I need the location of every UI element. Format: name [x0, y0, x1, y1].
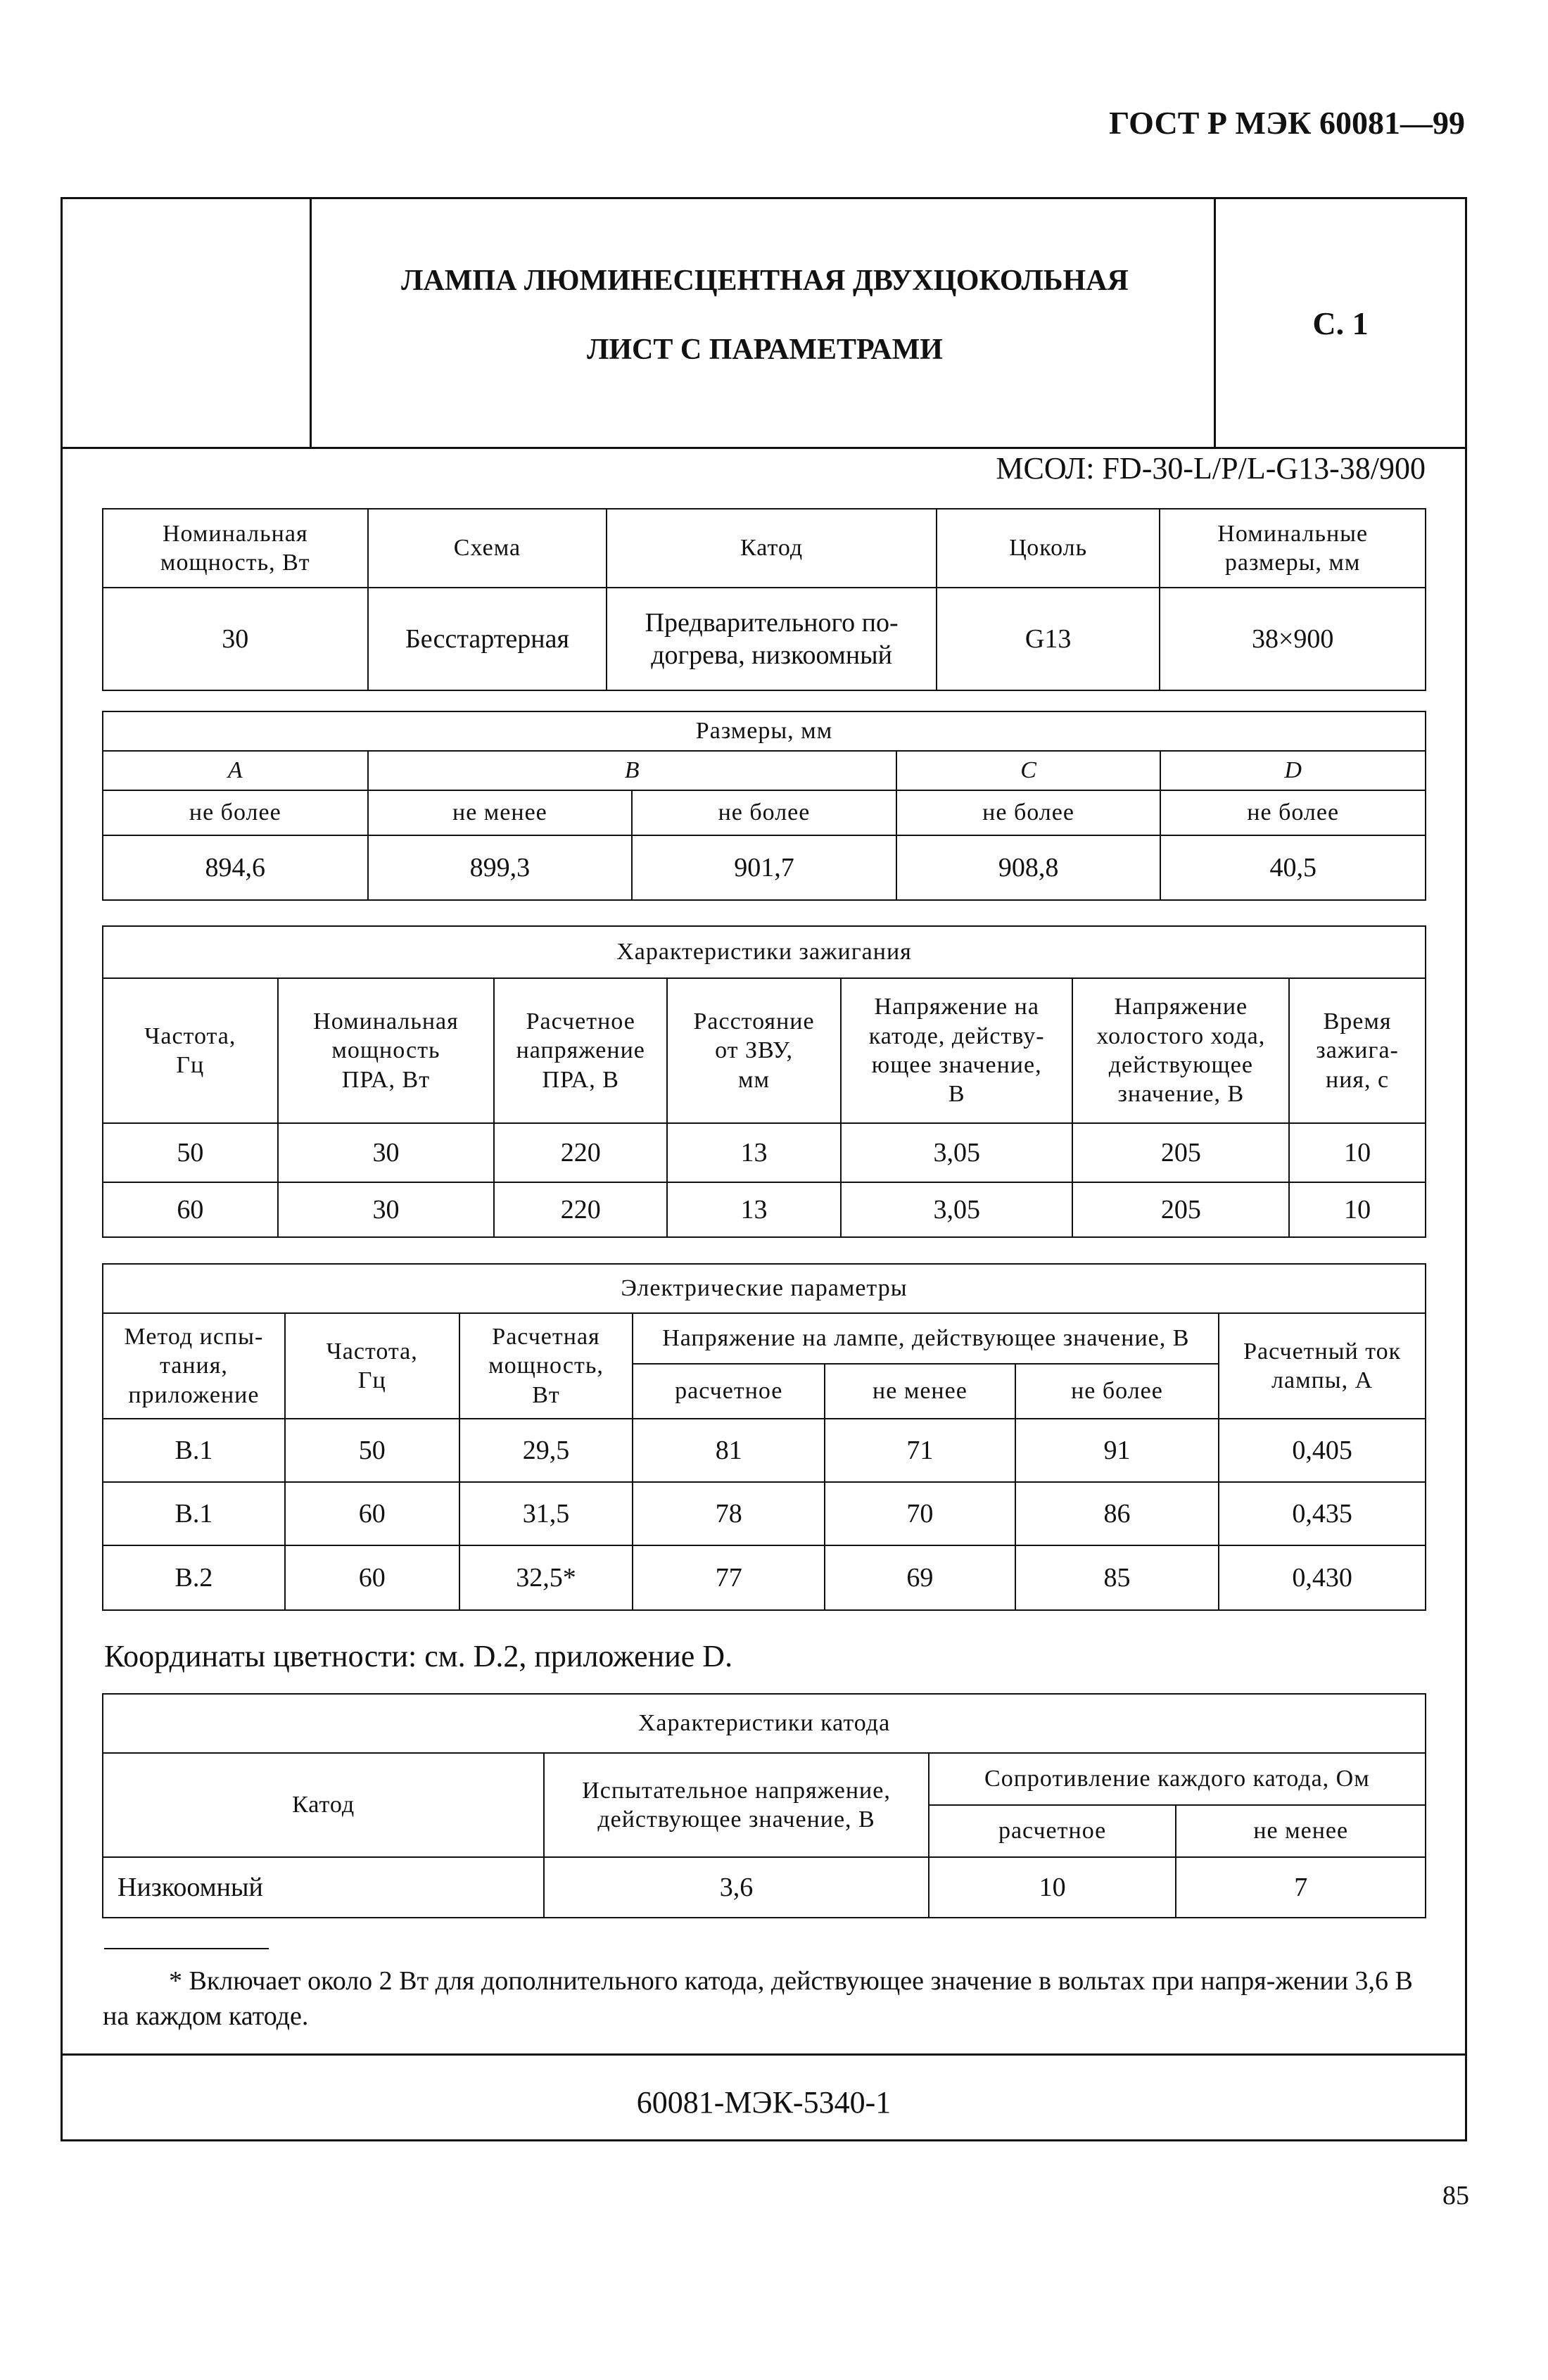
- electrical-cell: 0,435: [1219, 1482, 1426, 1545]
- electrical-header-power: Расчетная мощность, Вт: [459, 1313, 633, 1419]
- electrical-cell: 86: [1015, 1482, 1219, 1545]
- cathode-title: Характеристики катода: [103, 1694, 1426, 1753]
- resistance-sub-header: не менее: [1176, 1805, 1426, 1857]
- header-cathode: Катод: [607, 509, 937, 588]
- cathode-header: Катод: [103, 1753, 544, 1857]
- footnote-divider: [104, 1948, 269, 1949]
- table-row: [103, 1857, 1426, 1918]
- electrical-cell: 69: [825, 1545, 1015, 1610]
- ignition-cell: 220: [494, 1182, 667, 1237]
- dim-value: 40,5: [1160, 835, 1426, 900]
- ignition-cell: 50: [103, 1123, 278, 1182]
- value-power: 30: [103, 588, 368, 690]
- dim-value: 899,3: [368, 835, 633, 900]
- value-scheme: Бесстартерная: [368, 588, 607, 690]
- footnote: * Включает около 2 Вт для дополнительного катода, действующее значение в вольтах при напря-жении 3,6 В на каждом катоде.: [103, 1966, 1413, 2032]
- cathode-table: [102, 1693, 1426, 1918]
- electrical-cell: 77: [633, 1545, 825, 1610]
- electrical-cell: 32,5*: [459, 1545, 633, 1610]
- header-blank-cell: [63, 199, 312, 447]
- value-cathode: Предварительного по- догрева, низкоомный: [607, 588, 937, 690]
- header-base: Цоколь: [937, 509, 1160, 588]
- header-power: Номинальная мощность, Вт: [103, 509, 368, 588]
- dim-letter-c: C: [896, 751, 1161, 790]
- cathode-cell: 3,6: [544, 1857, 928, 1918]
- general-table: [102, 508, 1426, 691]
- electrical-cell: 31,5: [459, 1482, 633, 1545]
- dim-letter-b: B: [368, 751, 896, 790]
- ignition-header: Расчетное напряжение ПРА, В: [494, 978, 667, 1123]
- page-header: ГОСТ Р МЭК 60081—99: [1109, 105, 1465, 141]
- electrical-cell: 91: [1015, 1419, 1219, 1482]
- ignition-header: Напряжение холостого хода, действующее значение, В: [1072, 978, 1289, 1123]
- ignition-cell: 205: [1072, 1182, 1289, 1237]
- ignition-cell: 13: [667, 1123, 841, 1182]
- electrical-cell: 60: [285, 1545, 459, 1610]
- table-row: [103, 1123, 1426, 1182]
- ignition-cell: 13: [667, 1182, 841, 1237]
- header-dimensions: Номинальные размеры, мм: [1160, 509, 1426, 588]
- dim-value: 901,7: [632, 835, 896, 900]
- value-dimensions: 38×900: [1160, 588, 1426, 690]
- table-row: [103, 1182, 1426, 1237]
- voltage-sub-header: не менее: [825, 1364, 1015, 1419]
- sheet-header: [63, 199, 1465, 449]
- bottom-divider: [61, 2053, 1467, 2056]
- electrical-cell: 0,405: [1219, 1419, 1426, 1482]
- electrical-cell: 70: [825, 1482, 1015, 1545]
- sheet-title: ЛАМПА ЛЮМИНЕСЦЕНТНАЯ ДВУХЦОКОЛЬНАЯ: [401, 265, 1129, 297]
- table-row: [103, 1545, 1426, 1610]
- ignition-cell: 30: [278, 1182, 495, 1237]
- electrical-cell: 78: [633, 1482, 825, 1545]
- ignition-cell: 10: [1289, 1123, 1426, 1182]
- dim-limit: не более: [632, 790, 896, 835]
- ignition-cell: 10: [1289, 1182, 1426, 1237]
- ignition-title: Характеристики зажигания: [103, 926, 1426, 978]
- document-code: 60081-МЭК-5340-1: [636, 2085, 892, 2120]
- resistance-header: Сопротивление каждого катода, Ом: [929, 1753, 1426, 1805]
- dimensions-table: [102, 711, 1426, 901]
- dim-limit: не более: [103, 790, 368, 835]
- ignition-cell: 220: [494, 1123, 667, 1182]
- electrical-cell: 85: [1015, 1545, 1219, 1610]
- electrical-cell: 50: [285, 1419, 459, 1482]
- electrical-title: Электрические параметры: [103, 1264, 1426, 1313]
- value-base: G13: [937, 588, 1160, 690]
- chromaticity-note: Координаты цветности: см. D.2, приложение D.: [104, 1639, 733, 1673]
- dim-value: 908,8: [896, 835, 1161, 900]
- header-title-cell: [312, 199, 1218, 447]
- cathode-cell: 7: [1176, 1857, 1426, 1918]
- electrical-cell: 71: [825, 1419, 1015, 1482]
- cathode-cell: 10: [929, 1857, 1176, 1918]
- page-number: 85: [1442, 2181, 1469, 2210]
- dim-letter-a: A: [103, 751, 368, 790]
- ignition-table: [102, 925, 1426, 1238]
- voltage-sub-header: расчетное: [633, 1364, 825, 1419]
- electrical-table: [102, 1263, 1426, 1611]
- ignition-header: Напряжение на катоде, действу- ющее значение, В: [841, 978, 1073, 1123]
- ignition-cell: 30: [278, 1123, 495, 1182]
- header-scheme: Схема: [368, 509, 607, 588]
- test-voltage-header: Испытательное напряжение, действующее значение, В: [544, 1753, 928, 1857]
- dim-letter-d: D: [1160, 751, 1426, 790]
- ignition-cell: 3,05: [841, 1123, 1073, 1182]
- dim-limit: не более: [896, 790, 1161, 835]
- electrical-cell: 0,430: [1219, 1545, 1426, 1610]
- sheet-page-label: С. 1: [1214, 199, 1465, 447]
- mcol-designation: МСОЛ: FD-30-L/P/L-G13-38/900: [996, 451, 1426, 486]
- sheet-subtitle: ЛИСТ С ПАРАМЕТРАМИ: [587, 334, 943, 366]
- resistance-sub-header: расчетное: [929, 1805, 1176, 1857]
- electrical-header-voltage: Напряжение на лампе, действующее значение, В: [633, 1313, 1219, 1364]
- electrical-cell: В.1: [103, 1482, 285, 1545]
- cathode-cell: Низкоомный: [103, 1857, 544, 1918]
- electrical-cell: В.2: [103, 1545, 285, 1610]
- ignition-header: Время зажига- ния, с: [1289, 978, 1426, 1123]
- ignition-header: Расстояние от ЗВУ, мм: [667, 978, 841, 1123]
- electrical-cell: 29,5: [459, 1419, 633, 1482]
- electrical-cell: 60: [285, 1482, 459, 1545]
- ignition-header: Частота, Гц: [103, 978, 278, 1123]
- dimensions-title: Размеры, мм: [103, 711, 1426, 751]
- dim-value: 894,6: [103, 835, 368, 900]
- dim-limit: не менее: [368, 790, 633, 835]
- dim-limit: не более: [1160, 790, 1426, 835]
- electrical-cell: 81: [633, 1419, 825, 1482]
- electrical-header-method: Метод испы- тания, приложение: [103, 1313, 285, 1419]
- ignition-cell: 60: [103, 1182, 278, 1237]
- electrical-header-current: Расчетный ток лампы, А: [1219, 1313, 1426, 1419]
- ignition-header: Номинальная мощность ПРА, Вт: [278, 978, 495, 1123]
- table-row: [103, 1482, 1426, 1545]
- electrical-header-frequency: Частота, Гц: [285, 1313, 459, 1419]
- ignition-cell: 3,05: [841, 1182, 1073, 1237]
- table-row: [103, 1419, 1426, 1482]
- electrical-cell: В.1: [103, 1419, 285, 1482]
- voltage-sub-header: не более: [1015, 1364, 1219, 1419]
- ignition-cell: 205: [1072, 1123, 1289, 1182]
